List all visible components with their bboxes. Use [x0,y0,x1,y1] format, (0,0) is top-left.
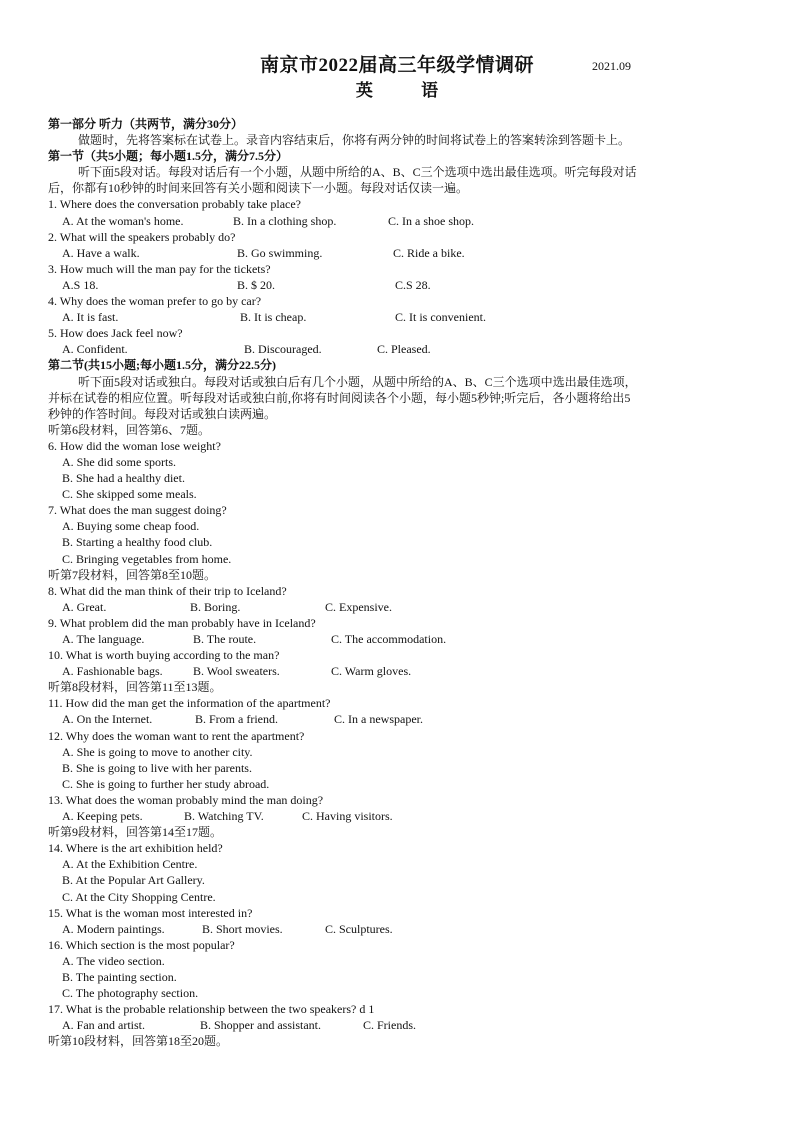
q10-option-a: A. Fashionable bags. [62,664,163,679]
question-3-options [48,277,748,293]
q6-option-c: C. She skipped some meals. [62,487,197,502]
question-4-stem: 4. Why does the woman prefer to go by car? [48,294,262,309]
q8-option-b: B. Boring. [190,599,241,614]
material-8-label: 听第8段材料，回答第11至13题。 [48,680,222,695]
q14-option-b: B. At the Popular Art Gallery. [62,873,205,888]
question-6-stem: 6. How did the woman lose weight? [48,438,221,453]
material-9-label: 听第9段材料，回答第14至17题。 [48,825,223,840]
q6-option-a: A. She did some sports. [62,454,176,469]
question-2-options [48,245,748,261]
q17-option-c: C. Friends. [363,1018,417,1033]
q16-option-b: B. The painting section. [62,969,177,984]
question-1-options [48,213,748,229]
section2-instructions-2: 并标在试卷的相应位置。听每段对话或独白前,你将有时间阅读各个小题，每小题5秒钟;听完后，各小题将给出5 [48,390,631,405]
section1-instructions-1: 听下面5段对话。每段对话后有一个小题，从题中所给的A、B、C三个选项中选出最佳选项。听完每段对话 [78,165,637,180]
q15-option-a: A. Modern paintings. [62,921,165,936]
question-2-stem: 2. What will the speakers probably do? [48,229,236,244]
q6-option-b: B. She had a healthy diet. [62,471,185,486]
q11-option-c: C. In a newspaper. [334,712,423,727]
q13-option-c: C. Having visitors. [302,809,393,824]
material-6-label: 听第6段材料，回答第6、7题。 [48,422,211,437]
exam-title: 南京市2022届高三年级学情调研 [259,55,534,76]
q14-option-a: A. At the Exhibition Centre. [62,857,198,872]
q2-option-c: C. Ride a bike. [393,245,465,260]
q9-option-c: C. The accommodation. [331,632,447,646]
q15-option-c: C. Sculptures. [325,921,393,936]
question-9-options [48,631,748,647]
question-17-stem: 17. What is the probable relationship between the two speakers? d 1 [48,1002,375,1017]
question-11-options [48,711,748,727]
q9-option-b: B. The route. [193,632,257,646]
section2-heading: 第二节(共15小题;每小题1.5分，满分22.5分) [48,358,276,373]
q9-option-a: A. The language. [62,632,145,646]
question-4-options [48,309,748,325]
question-7-stem: 7. What does the man suggest doing? [48,503,227,518]
q15-option-b: B. Short movies. [202,921,283,936]
q7-option-c: C. Bringing vegetables from home. [62,551,232,566]
question-15-options [48,921,748,937]
q16-option-a: A. The video section. [62,953,165,968]
question-5-stem: 5. How does Jack feel now? [48,326,183,341]
question-5-options [48,341,748,357]
q11-option-b: B. From a friend. [195,712,278,727]
question-12-stem: 12. Why does the woman want to rent the apartment? [48,728,305,743]
question-8-options [48,599,748,615]
question-1-stem: 1. Where does the conversation probably take place? [48,197,302,212]
q13-option-b: B. Watching TV. [184,809,264,824]
exam-content [48,116,748,1049]
q1-option-b: B. In a clothing shop. [233,213,337,228]
q7-option-b: B. Starting a healthy food club. [62,535,213,550]
q14-option-c: C. At the City Shopping Centre. [62,889,216,904]
q11-option-a: A. On the Internet. [62,712,153,727]
section2-instructions-3: 秒钟的作答时间。每段对话或独白读两遍。 [48,406,277,421]
q3-option-b: B. $ 20. [237,277,276,292]
q3-option-c: C.S 28. [395,277,431,292]
question-14-stem: 14. Where is the art exhibition held? [48,841,223,856]
question-8-stem: 8. What did the man think of their trip to Iceland? [48,583,287,598]
q10-option-c: C. Warm gloves. [331,664,412,679]
exam-date: 2021.09 [592,59,631,73]
question-16-stem: 16. Which section is the most popular? [48,937,235,952]
q4-option-c: C. It is convenient. [395,310,486,325]
question-9-stem: 9. What problem did the man probably have in Iceland? [48,615,316,630]
q7-option-a: A. Buying some cheap food. [62,519,200,534]
question-13-options [48,808,748,824]
q1-option-c: C. In a shoe shop. [388,213,474,228]
q12-option-a: A. She is going to move to another city. [62,744,253,759]
question-10-options [48,663,748,679]
q17-option-a: A. Fan and artist. [62,1018,145,1033]
material-7-label: 听第7段材料，回答第8至10题。 [48,567,217,582]
q17-option-b: B. Shopper and assistant. [200,1018,321,1033]
q2-option-b: B. Go swimming. [237,245,323,260]
q12-option-c: C. She is going to further her study abroad. [62,776,270,791]
q8-option-c: C. Expensive. [325,599,392,614]
question-15-stem: 15. What is the woman most interested in? [48,905,253,920]
q13-option-a: A. Keeping pets. [62,809,143,824]
q12-option-b: B. She is going to live with her parents. [62,760,252,775]
question-10-stem: 10. What is worth buying according to the man? [48,648,280,663]
question-11-stem: 11. How did the man get the information of the apartment? [48,696,331,711]
question-17-options [48,1017,748,1033]
q16-option-c: C. The photography section. [62,986,199,1001]
part1-intro: 做题时，先将答案标在试卷上。录音内容结束后，你将有两分钟的时间将试卷上的答案转涂到答题卡上。 [78,133,631,148]
exam-subject: 英 语 [355,81,461,100]
part1-heading: 第一部分 听力（共两节，满分30分） [48,117,244,131]
q5-option-b: B. Discouraged. [244,342,322,357]
material-10-label: 听第10段材料，回答第18至20题。 [48,1034,229,1049]
q8-option-a: A. Great. [62,599,107,614]
section2-instructions-1: 听下面5段对话或独白。每段对话或独白后有几个小题，从题中所给的A、B、C三个选项中选出最佳选项， [78,374,637,389]
q1-option-a: A. At the woman's home. [62,213,184,228]
q5-option-c: C. Pleased. [377,342,431,357]
q5-option-a: A. Confident. [62,342,128,357]
q10-option-b: B. Wool sweaters. [193,664,280,679]
q4-option-a: A. It is fast. [62,310,119,325]
q4-option-b: B. It is cheap. [240,310,307,325]
q3-option-a: A.S 18. [62,277,99,292]
section1-instructions-2: 后，你都有10秒钟的时间来回答有关小题和阅读下一小题。每段对话仅读一遍。 [48,181,469,196]
question-13-stem: 13. What does the woman probably mind the man doing? [48,792,324,807]
section1-heading: 第一节（共5小题；每小题1.5分，满分7.5分） [48,149,289,164]
question-3-stem: 3. How much will the man pay for the tickets? [48,261,271,276]
q2-option-a: A. Have a walk. [62,245,140,260]
